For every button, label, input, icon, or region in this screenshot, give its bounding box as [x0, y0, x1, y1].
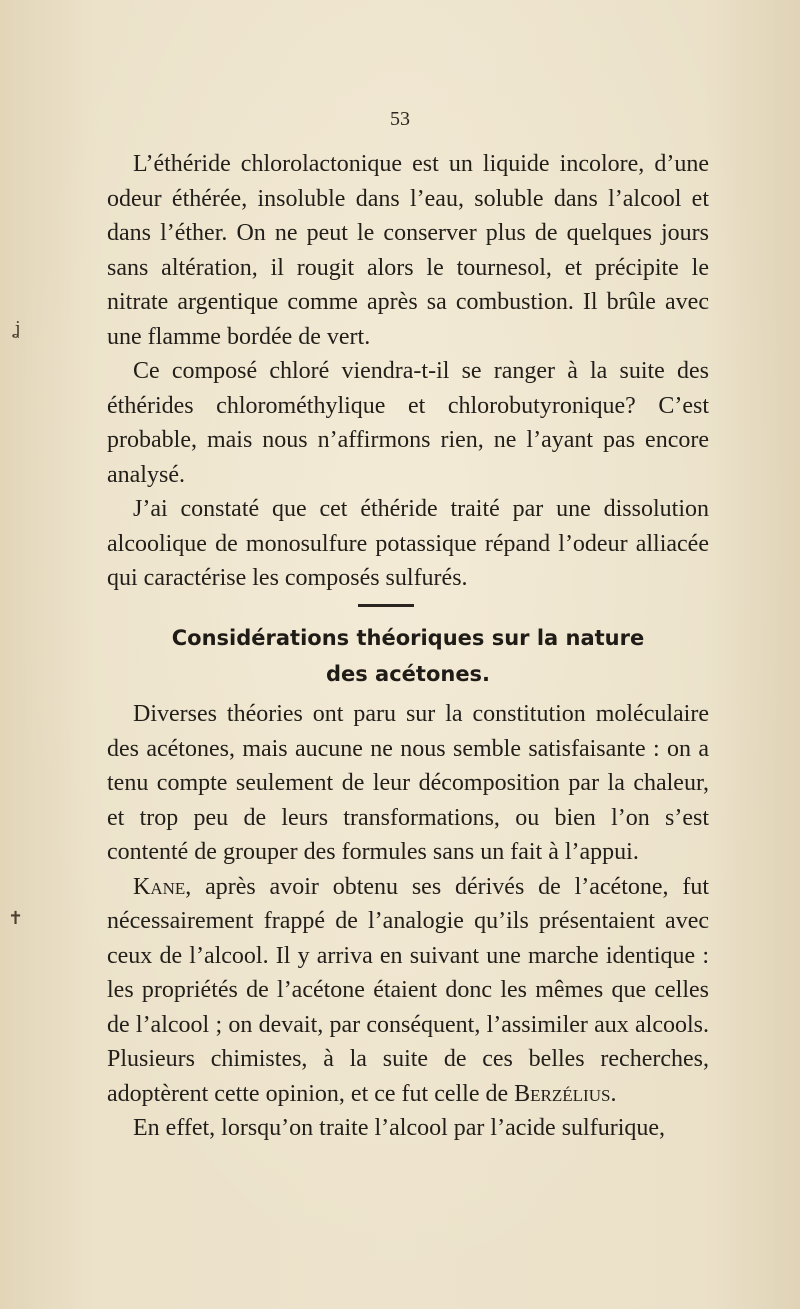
paragraph: [107, 870, 709, 1112]
heading-line-1: Considérations théoriques sur la nature: [171, 626, 645, 650]
paragraph: L’éthéride chlorolactonique est un liquide incolore, d’une odeur éthérée, insoluble dans l’eau, soluble dans l’alcool et dans l’éther. On ne peut le conserver plus de quelques jours sans altération, il rougit alors le tournesol, et précipite le nitrate argentique comme après sa combustion. Il brûle avec une flamme bordée de vert.: [107, 151, 709, 350]
heading-line-2: des acétones.: [325, 662, 491, 686]
author-name: Berzélius: [514, 1080, 611, 1107]
paragraph: J’ai constaté que cet éthéride traité par une dissolution alcoolique de monosulfure potassique répand l’odeur alliacée qui caractérise les composés sulfurés.: [107, 496, 709, 591]
text-section-2: [107, 697, 709, 1146]
paragraph: Ce composé chloré viendra-t-il se ranger à la suite des éthérides chlorométhylique et chlorobutyronique? C’est probable, mais nous n’affirmons rien, ne l’ayant pas encore analysé.: [107, 358, 709, 488]
margin-mark: ✝: [8, 908, 24, 929]
text-section-1: [107, 147, 709, 596]
paragraph: En effet, lorsqu’on traite l’alcool par l’acide sulfurique,: [133, 1115, 666, 1141]
page-number: 53: [390, 108, 410, 130]
margin-mark: ʝ: [14, 318, 21, 339]
paragraph-text: , après avoir obtenu ses dérivés de l’acétone, fut nécessairement frappé de l’analogie qu’ils présentaient avec ceux de l’alcool. Il y arriva en suivant une marche identique : les propriétés de l’acétone étaient donc les mêmes que celles de l’alcool ; on devait, par conséquent, l’assimiler aux alcools. Plusieurs chimistes, à la suite de ces belles recherches, adoptèrent cette opinion, et ce fut celle de: [107, 873, 709, 1107]
paragraph: Diverses théories ont paru sur la constitution moléculaire des acétones, mais aucune ne nous semble satisfaisante : on a tenu compte seulement de leur décomposition par la chaleur, et trop peu de leurs transformations, ou bien l’on s’est contenté de grouper des formules sans un fait à l’appui.: [107, 701, 709, 865]
author-name: Kane: [133, 873, 186, 900]
section-divider: [358, 604, 414, 607]
paragraph-end: .: [610, 1080, 617, 1107]
section-heading: [107, 620, 709, 692]
